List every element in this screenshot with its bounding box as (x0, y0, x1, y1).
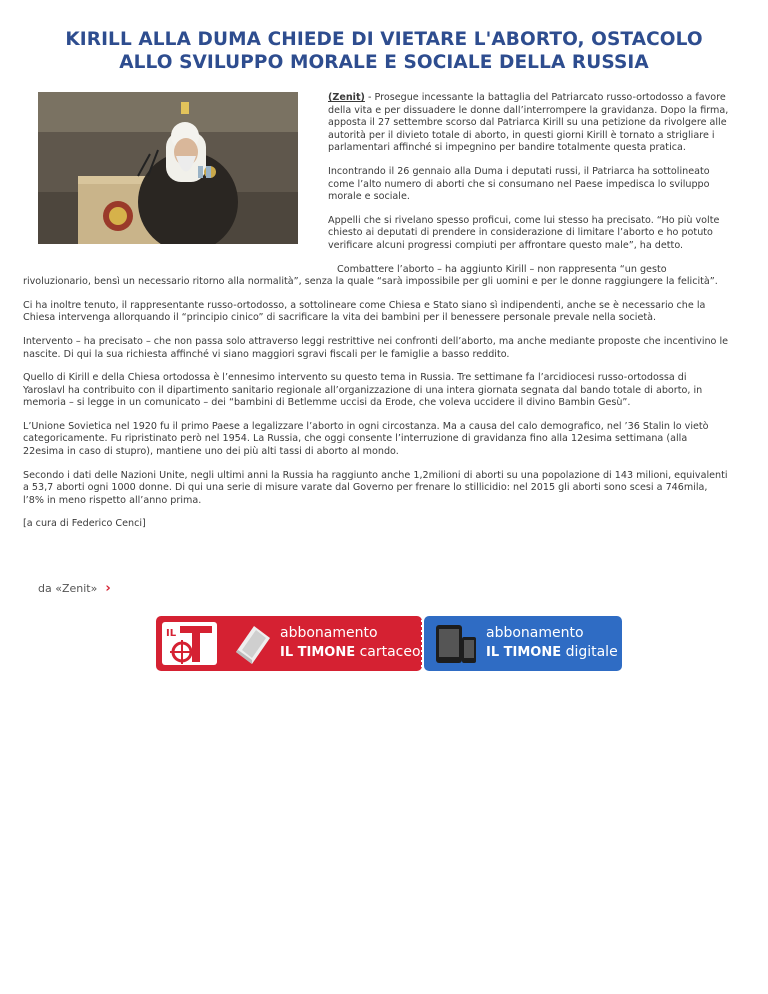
paragraph: Appelli che si rivelano spesso proficui, come lui stesso ha precisato. “Ho più volte chiesto ai deputati di prendere in considerazione di limitare l’aborto e ho potuto verificare alcuni progressi compiuti per affrontare questo male”, ha detto. (328, 214, 720, 251)
print-line2: cartaceo (359, 644, 421, 660)
paragraph: Incontrando il 26 gennaio alla Duma i deputati russi, il Patriarca ha sottolineato come l’alto numero di aborti che si consumano nel Paese impedisca lo sviluppo morale e sociale. (328, 165, 710, 203)
patriarch-at-podium-image (38, 92, 298, 244)
digital-line1: abbonamento (486, 625, 584, 641)
digital-subscription-button[interactable] (424, 616, 622, 671)
print-subscription-button[interactable] (156, 616, 422, 671)
tablet-phone-icon (434, 623, 478, 665)
paragraph: Secondo i dati delle Nazioni Unite, negli ultimi anni la Russia ha raggiunto anche 1,2milioni di aborti su una popolazione di 143 milioni, equivalenti a 53,7 aborti ogni 1000 donne. Di qui una serie di misure varate dal Governo per frenare lo stillicidio: nel 2015 gli aborti sono scesi a 746mila, l’8% in meno rispetto all’anno prima. (23, 469, 728, 506)
article-body (23, 92, 731, 542)
paragraph: Ci ha inoltre tenuto, il rappresentante russo-ortodosso, a sottolineare come Chiesa e Stato siano sì indipendenti, anche se è necessario che la Chiesa intervenga allorquando il “principio cinico” di sacrificare la vita dei bambini per il benessere personale prevale nella società. (23, 299, 706, 324)
from-zenit-link[interactable] (38, 581, 111, 596)
article-photo (38, 92, 298, 244)
paragraph: Quello di Kirill e della Chiesa ortodossa è l’ennesimo intervento su questo tema in Russia. Tre settimane fa l’arcidiocesi russo-ortodossa di Yaroslavl ha contribuito con il dipartimento sanitario regionale all’organizzazione di una intera giornata segnata dal bando totale di aborto, in memoria – si legge in un comunicato – dei “bambini di Betlemme uccisi da Erode, che voleva uccidere il divino Bambin Gesù”. (23, 372, 703, 409)
subscription-banner (156, 616, 622, 671)
chevron-right-icon: › (105, 581, 111, 596)
from-zenit-label: da «Zenit» (38, 582, 98, 595)
il-timone-logo (162, 622, 217, 665)
credit: [a cura di Federico Cenci] (23, 518, 146, 530)
paragraph: Intervento – ha precisato – che non passa solo attraverso leggi restrittive nei confronti dell’aborto, ma anche mediante proposte che incentivino le nascite. Di qui la sua richiesta affinché vi siano maggiori sgravi fiscali per le famiglie a basso reddito. (23, 335, 729, 360)
svg-text:IL: IL (166, 628, 177, 639)
magazine-icon (230, 622, 274, 666)
paragraph-intro: (Zenit) - Prosegue incessante la battaglia del Patriarcato russo-ortodosso a favore della vita e per dissuadere le donne dall’interrompere la gravidanza. Dopo la firma, apposta il 27 settembre scorso dal Patriarca Kirill su una petizione da rivolgere alle autorità per il divieto totale di aborto, in questi giorni Kirill è tornato a strigliare i parlamentari affinché si impegnino per bandire totalmente questa pratica. (328, 92, 729, 154)
digital-brand: IL TIMONE (486, 645, 562, 660)
article-title: KIRILL ALLA DUMA CHIEDE DI VIETARE L'ABORTO, OSTACOLO ALLO SVILUPPO MORALE E SOCIALE DELLA RUSSIA (65, 29, 703, 73)
timone-helm-icon (162, 622, 217, 665)
digital-line2: digitale (565, 644, 618, 660)
paragraph: L’Unione Sovietica nel 1920 fu il primo Paese a legalizzare l’aborto in ogni circostanza. Ma a causa del calo demografico, nel ’36 Stalin lo vietò categoricamente. Fu ripristinato però nel 1954. La Russia, che oggi consente l’interruzione di gravidanza fino alla 12esima settimana (alla 22esima in caso di stupro), mantiene uno dei più alti tassi di aborto al mondo. (23, 420, 709, 458)
print-line1: abbonamento (280, 625, 378, 641)
zenit-source-link[interactable]: (Zenit) (328, 92, 365, 103)
paragraph: Combattere l’aborto – ha aggiunto Kirill – non rappresenta “un gesto rivoluzionario, bensì un necessario ritorno alla normalità”, senza la quale “sarà impossibile per gli uomini e per le donne raggiungere la felicità”. (23, 263, 718, 288)
print-brand: IL TIMONE (280, 645, 356, 660)
